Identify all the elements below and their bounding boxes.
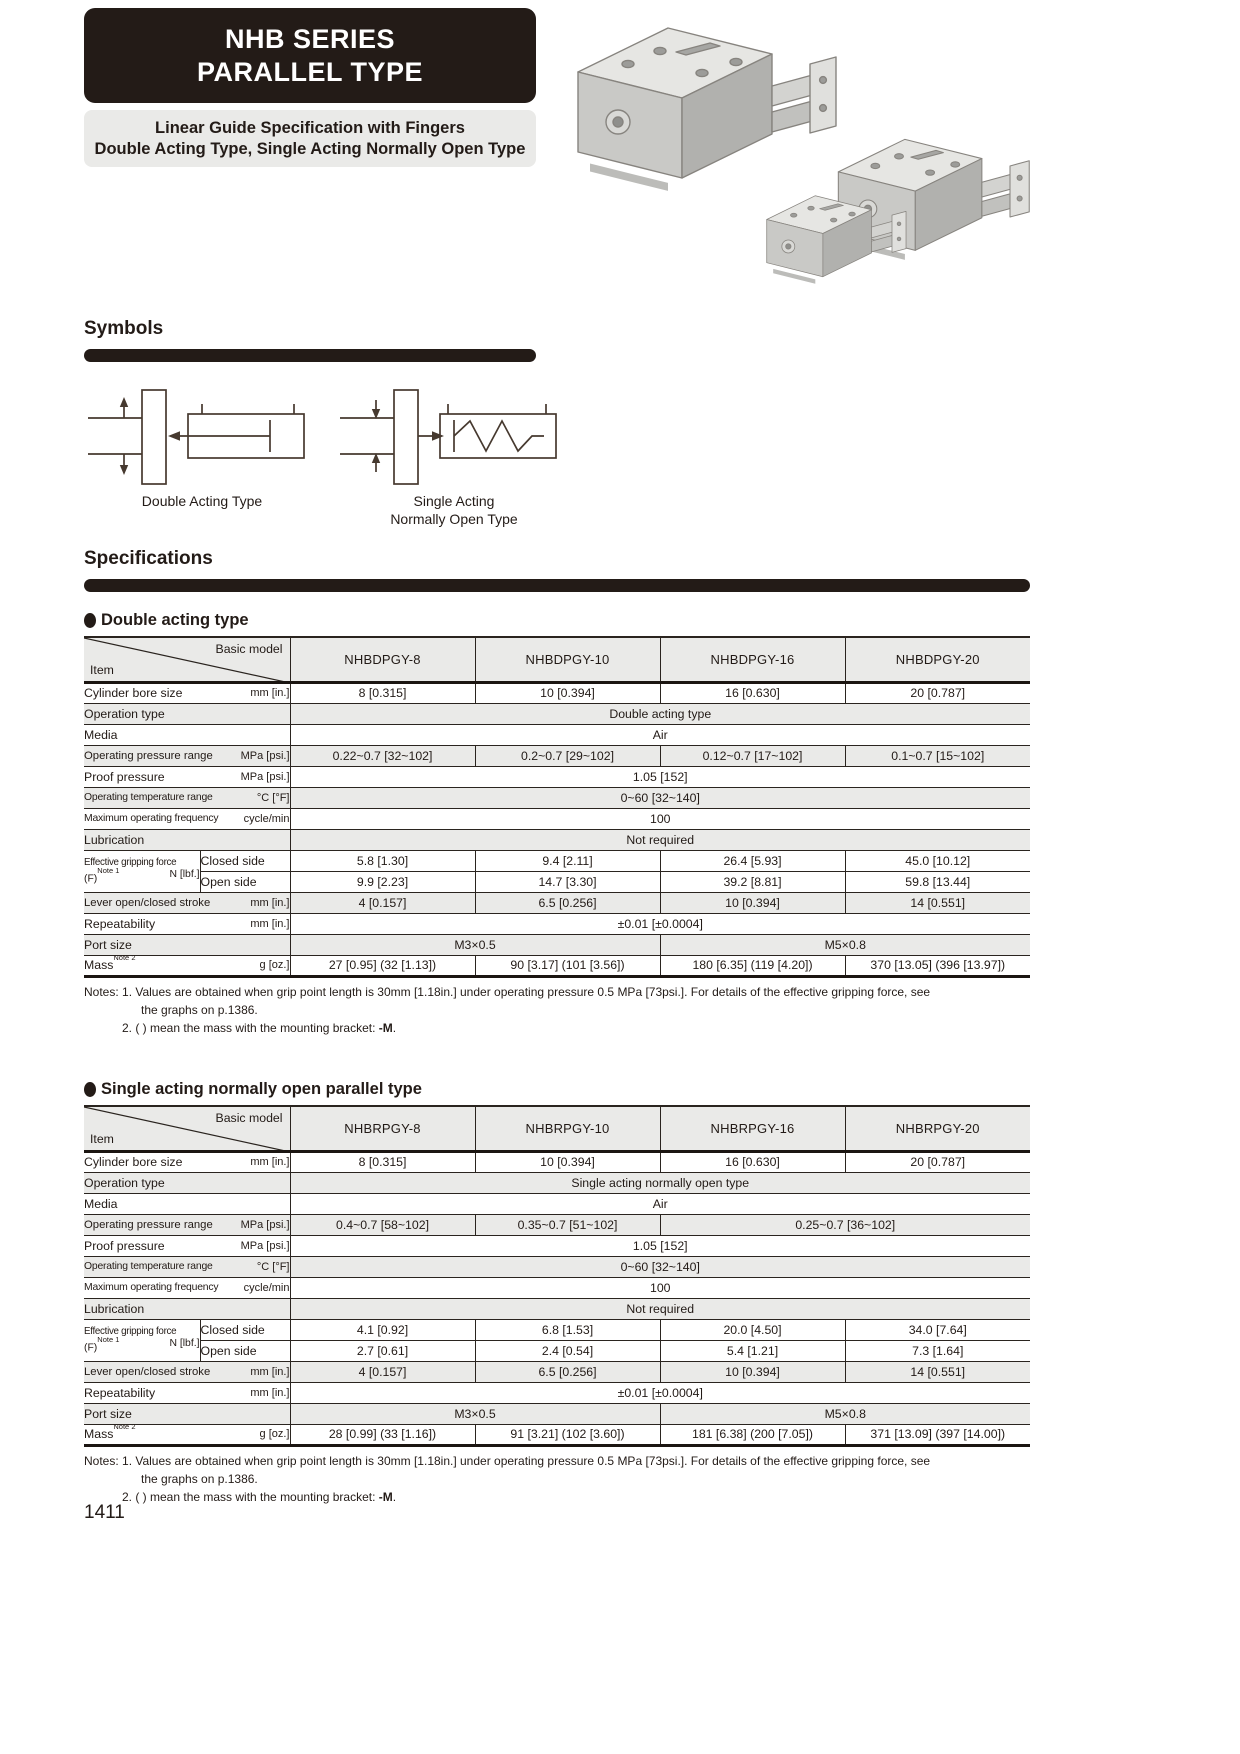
- spec-value: 39.2 [8.81]: [660, 871, 845, 892]
- row-label: Mass$^{Note 2}$ g [oz.]: [84, 955, 290, 976]
- note-line1: Notes: 1. Values are obtained when grip point length is 30mm [1.18in.] under operating pressure 0.5 MPa [73psi.]. For details of the effective gripping force, see: [84, 1453, 931, 1468]
- product-photo-group: [545, 8, 1155, 308]
- spec-value: Not required: [290, 829, 1030, 850]
- spec-value: 28 [0.99] (33 [1.16]): [290, 1424, 475, 1445]
- row-label: Lever open/closed stroke mm [in.]: [84, 1361, 290, 1382]
- table-row: [84, 1256, 1030, 1277]
- basic-model-item-cell: [84, 637, 290, 682]
- spec-value: M3×0.5: [290, 934, 660, 955]
- single-acting-caption-line2: Normally Open Type: [390, 511, 518, 527]
- spec-value: 370 [13.05] (396 [13.97]): [845, 955, 1030, 976]
- table-row: [84, 892, 1030, 913]
- row-label: Maximum operating frequency cycle/min: [84, 808, 290, 829]
- row-label: Cylinder bore size mm [in.]: [84, 682, 290, 703]
- series-title-line2: PARALLEL TYPE: [196, 56, 424, 87]
- specifications-section: [84, 548, 1030, 592]
- table-row: [84, 1298, 1030, 1319]
- spec-value: Not required: [290, 1298, 1030, 1319]
- double-acting-symbol-icon: [84, 384, 320, 488]
- row-label: Operating pressure range MPa [psi.]: [84, 745, 290, 766]
- single-acting-figure: [336, 384, 572, 528]
- row-label: Operating pressure range MPa [psi.]: [84, 1214, 290, 1235]
- spec-value: 16 [0.630]: [660, 682, 845, 703]
- model-header: NHBRPGY-10: [475, 1106, 660, 1151]
- spec-value: 1.05 [152]: [290, 1235, 1030, 1256]
- table-row: [84, 703, 1030, 724]
- spec-value: 0.35~0.7 [51~102]: [475, 1214, 660, 1235]
- model-header: NHBRPGY-8: [290, 1106, 475, 1151]
- specifications-rule-bar: [84, 579, 1030, 592]
- table-header-row: [84, 637, 1030, 682]
- spec-value: 16 [0.630]: [660, 1151, 845, 1172]
- row-label: Operating temperature range °C [°F]: [84, 787, 290, 808]
- table-row: [84, 850, 1030, 871]
- row-label: Lever open/closed stroke mm [in.]: [84, 892, 290, 913]
- spec-value: 0.1~0.7 [15~102]: [845, 745, 1030, 766]
- row-label: Port size: [84, 934, 290, 955]
- specifications-heading: Specifications: [84, 548, 213, 569]
- table-row: [84, 1193, 1030, 1214]
- table-row: [84, 808, 1030, 829]
- double-acting-spec-table: [84, 636, 1030, 978]
- row-label: Operation type: [84, 703, 290, 724]
- spec-value: 14 [0.551]: [845, 892, 1030, 913]
- double-acting-title: [84, 611, 1030, 630]
- closed-side-label: Closed side: [200, 1319, 290, 1340]
- spec-value: 20 [0.787]: [845, 1151, 1030, 1172]
- table-row: [84, 1277, 1030, 1298]
- spec-value: 27 [0.95] (32 [1.13]): [290, 955, 475, 976]
- single-acting-caption-line1: Single Acting: [413, 493, 495, 509]
- spec-value: 26.4 [5.93]: [660, 850, 845, 871]
- spec-value: 0.2~0.7 [29~102]: [475, 745, 660, 766]
- model-header: NHBDPGY-20: [845, 637, 1030, 682]
- spec-value: 0~60 [32~140]: [290, 787, 1030, 808]
- model-header: NHBDPGY-10: [475, 637, 660, 682]
- spec-value: 14.7 [3.30]: [475, 871, 660, 892]
- spec-value: 4.1 [0.92]: [290, 1319, 475, 1340]
- table-notes: [84, 983, 1030, 1037]
- row-label: Proof pressure MPa [psi.]: [84, 1235, 290, 1256]
- double-acting-caption: Double Acting Type: [141, 493, 263, 509]
- page-number: 1411: [84, 1502, 125, 1523]
- spec-value: Air: [290, 1193, 1030, 1214]
- note-line2: the graphs on p.1386.: [141, 1002, 258, 1017]
- table-row: [84, 1235, 1030, 1256]
- spec-value: 8 [0.315]: [290, 1151, 475, 1172]
- basic-model-label: Basic model: [215, 1111, 283, 1125]
- table-row: [84, 1361, 1030, 1382]
- subtitle-line2: Double Acting Type, Single Acting Normally Open Type: [94, 139, 526, 158]
- row-label: Proof pressure MPa [psi.]: [84, 766, 290, 787]
- basic-model-label: Basic model: [215, 642, 283, 656]
- spec-value: 2.4 [0.54]: [475, 1340, 660, 1361]
- symbols-heading: Symbols: [84, 318, 164, 339]
- table-row: [84, 1319, 1030, 1340]
- spec-value: ±0.01 [±0.0004]: [290, 913, 1030, 934]
- spec-value: M5×0.8: [660, 1403, 1030, 1424]
- table-row: [84, 955, 1030, 976]
- spec-value: 10 [0.394]: [660, 1361, 845, 1382]
- model-header: NHBDPGY-16: [660, 637, 845, 682]
- open-side-label: Open side: [200, 1340, 290, 1361]
- spec-value: 0~60 [32~140]: [290, 1256, 1030, 1277]
- spec-value: 6.5 [0.256]: [475, 892, 660, 913]
- note-line3: 2. ( ) mean the mass with the mounting bracket: -M.: [122, 1020, 397, 1035]
- spec-value: 6.8 [1.53]: [475, 1319, 660, 1340]
- double-acting-title-text: Double acting type: [101, 611, 249, 629]
- table-row: [84, 913, 1030, 934]
- single-acting-spec-table: [84, 1105, 1030, 1447]
- spec-value: 0.22~0.7 [32~102]: [290, 745, 475, 766]
- spec-value: 100: [290, 1277, 1030, 1298]
- series-title-line1: NHB SERIES: [224, 23, 396, 54]
- spec-value: 8 [0.315]: [290, 682, 475, 703]
- table-row: [84, 766, 1030, 787]
- note-line1: Notes: 1. Values are obtained when grip point length is 30mm [1.18in.] under operating pressure 0.5 MPa [73psi.]. For details of the effective gripping force, see: [84, 984, 931, 999]
- spec-value: 371 [13.09] (397 [14.00]): [845, 1424, 1030, 1445]
- basic-model-item-cell: [84, 1106, 290, 1151]
- table-row: [84, 1424, 1030, 1445]
- row-label: Repeatability mm [in.]: [84, 1382, 290, 1403]
- table-header-row: [84, 1106, 1030, 1151]
- symbols-figures: [84, 384, 572, 528]
- table-row: [84, 1151, 1030, 1172]
- spec-value: 5.4 [1.21]: [660, 1340, 845, 1361]
- single-acting-symbol-icon: [336, 384, 572, 488]
- row-label: Maximum operating frequency cycle/min: [84, 1277, 290, 1298]
- row-label: Media: [84, 1193, 290, 1214]
- spec-value: 10 [0.394]: [475, 1151, 660, 1172]
- row-label: Operating temperature range °C [°F]: [84, 1256, 290, 1277]
- spec-value: 14 [0.551]: [845, 1361, 1030, 1382]
- table-row: [84, 829, 1030, 850]
- symbols-rule-bar: [84, 349, 536, 362]
- double-acting-block: [84, 611, 1030, 1037]
- row-label: Operation type: [84, 1172, 290, 1193]
- spec-value: 91 [3.21] (102 [3.60]): [475, 1424, 660, 1445]
- spec-value: 9.9 [2.23]: [290, 871, 475, 892]
- spec-value: ±0.01 [±0.0004]: [290, 1382, 1030, 1403]
- series-subtitle-box: [84, 110, 536, 167]
- table-row: [84, 745, 1030, 766]
- spec-value: 6.5 [0.256]: [475, 1361, 660, 1382]
- table-row: [84, 1340, 1030, 1361]
- spec-value: 90 [3.17] (101 [3.56]): [475, 955, 660, 976]
- spec-value: 59.8 [13.44]: [845, 871, 1030, 892]
- spec-value: 100: [290, 808, 1030, 829]
- row-label: Repeatability mm [in.]: [84, 913, 290, 934]
- spec-value: M3×0.5: [290, 1403, 660, 1424]
- table-row: [84, 871, 1030, 892]
- single-acting-title-text: Single acting normally open parallel type: [101, 1080, 422, 1098]
- spec-value: 181 [6.38] (200 [7.05]): [660, 1424, 845, 1445]
- table-notes: [84, 1452, 1030, 1506]
- row-label: Lubrication: [84, 829, 290, 850]
- model-header: NHBRPGY-16: [660, 1106, 845, 1151]
- table-row: [84, 1403, 1030, 1424]
- spec-value: 5.8 [1.30]: [290, 850, 475, 871]
- spec-value: 20 [0.787]: [845, 682, 1030, 703]
- table-row: [84, 787, 1030, 808]
- spec-value: M5×0.8: [660, 934, 1030, 955]
- spec-value: 0.25~0.7 [36~102]: [660, 1214, 1030, 1235]
- table-row: [84, 1172, 1030, 1193]
- row-label: Lubrication: [84, 1298, 290, 1319]
- spec-value: 2.7 [0.61]: [290, 1340, 475, 1361]
- note-line2: the graphs on p.1386.: [141, 1471, 258, 1486]
- table-row: [84, 1214, 1030, 1235]
- spec-value: 9.4 [2.11]: [475, 850, 660, 871]
- spec-value: 34.0 [7.64]: [845, 1319, 1030, 1340]
- closed-side-label: Closed side: [200, 850, 290, 871]
- single-acting-caption: [390, 492, 517, 528]
- gripping-force-label: Effective gripping force $(F)^{Note 1}$ N [lbf.]: [84, 1319, 200, 1361]
- spec-value: 10 [0.394]: [660, 892, 845, 913]
- table-row: [84, 682, 1030, 703]
- single-acting-title: [84, 1080, 1030, 1099]
- table-row: [84, 1382, 1030, 1403]
- single-acting-block: [84, 1080, 1030, 1506]
- spec-value: Air: [290, 724, 1030, 745]
- spec-value: 1.05 [152]: [290, 766, 1030, 787]
- model-header: NHBRPGY-20: [845, 1106, 1030, 1151]
- spec-value: 0.12~0.7 [17~102]: [660, 745, 845, 766]
- spec-value: 45.0 [10.12]: [845, 850, 1030, 871]
- item-label: Item: [90, 662, 114, 677]
- spec-value: Single acting normally open type: [290, 1172, 1030, 1193]
- row-label: Media: [84, 724, 290, 745]
- table-row: [84, 934, 1030, 955]
- row-label: Cylinder bore size mm [in.]: [84, 1151, 290, 1172]
- symbols-section: [84, 318, 1030, 362]
- bullet-icon: [84, 613, 96, 628]
- spec-value: 180 [6.35] (119 [4.20]): [660, 955, 845, 976]
- open-side-label: Open side: [200, 871, 290, 892]
- subtitle-line1: Linear Guide Specification with Fingers: [155, 118, 465, 137]
- spec-value: 4 [0.157]: [290, 892, 475, 913]
- double-acting-figure: [84, 384, 320, 528]
- item-label: Item: [90, 1131, 114, 1146]
- spec-value: 0.4~0.7 [58~102]: [290, 1214, 475, 1235]
- spec-value: 10 [0.394]: [475, 682, 660, 703]
- note-line3: 2. ( ) mean the mass with the mounting bracket: -M.: [122, 1489, 397, 1504]
- row-label: Mass$^{Note 2}$ g [oz.]: [84, 1424, 290, 1445]
- spec-value: Double acting type: [290, 703, 1030, 724]
- series-title-box: [84, 8, 536, 103]
- spec-value: 7.3 [1.64]: [845, 1340, 1030, 1361]
- spec-value: 20.0 [4.50]: [660, 1319, 845, 1340]
- model-header: NHBDPGY-8: [290, 637, 475, 682]
- gripping-force-label: Effective gripping force $(F)^{Note 1}$ N [lbf.]: [84, 850, 200, 892]
- spec-value: 4 [0.157]: [290, 1361, 475, 1382]
- row-label: Port size: [84, 1403, 290, 1424]
- bullet-icon: [84, 1082, 96, 1097]
- table-row: [84, 724, 1030, 745]
